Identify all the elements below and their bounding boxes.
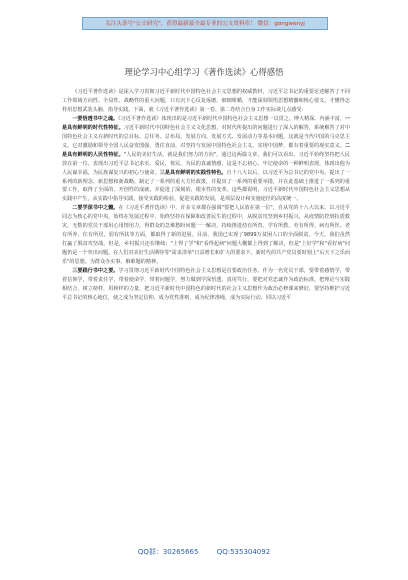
footer-contacts (0, 547, 408, 557)
footer-qq: QQ:535304092 (216, 548, 271, 556)
bold-text-run: 二要学深书中之髓。 (72, 205, 119, 212)
paragraph (62, 267, 350, 303)
header-banner: 关注头条号"公文研究"，获得最新最全最专业的公文资料库！ 微信：gongwenyj (82, 17, 328, 30)
text-run: "人民的美好生活，就是我们努力的方向"，通过这两篇文章，我们可以看出，习近平始终坚持把人民放在第一位，表现出习近平总书记求实、爱民、忧民、为民的真诚情感，这是不忘初心、牢记使命的一种鲜明表现，体现出他为人民谋幸福，为民族谋复兴的初心与使命。 (62, 151, 350, 176)
paragraph (62, 88, 350, 115)
text-run: 习近平新时代中国特色社会主义文化思想，对时代所提出的问题进行了深入的解答，系统解答了对中国特色社会主义在新时代的总目标、总任务、总布局、发展方向、发展方式、发展动力等基本问题，这就是当代中国的马克思主义。它对激励和领导全国人民奋发图强、勇往直前，对坚持与发展中国特色社会主义，实现中国梦，都有着重要的现实意义。 (62, 124, 350, 149)
bold-text-run: 一是具有鲜明的时代性特征。 (62, 115, 350, 131)
text-run: 《习近平著作选读》是深入学习贯彻习近平新时代中国特色社会主义思想的权威教材，习近平总书记的重要论述解答了不同工作领域方向性、全局性、战略性的重大问题，只有沉下心反复琢磨、细细咀嚼，才能深刻领悟思想精髓和核心要义，才懂得怎样用思想武装头脑、指导实践。下面，就《习近平著作选读》第一卷、第二卷结合自身工作实际谈几点感受： (62, 89, 350, 113)
footer-qq-group: QQ群：30265665 (137, 548, 199, 556)
text-run: 在《习近平著作选读》中，许多文章都在强调"要把人民放在第一位"，自从党的十八大以来，以习近平同志为核心的党中央，始终在发展过程中，始终坚持在保障和改善民生的过程中，从脱贫攻坚到乡村振兴，从疫情防控到抗震救灾，无数的党员干部用心用情用力，得群众的急难愁盼问题一一解决，持续推进幼有所育、学有所教、劳有所得、病有所医、老有所养、住有所居、弱有所扶等方面，都取得了新的进展。目前，我国已实现了9899万贫困人口的全面脱贫。今天，我们虽然打赢了脱贫攻坚战。但是，乡村振兴还在继续；"上得了学"和"看得起病"问题大概都上得到了解决，但是"上好学"和"看好病"问题仍是一个突出问题。在人们对美好生活期待等"需求清单"日益增长和扩大的要求下，新时代的共产党员要时刻上"后天下之乐而乐"的思想，为群众办实事、解难题的精神。 (62, 205, 350, 266)
document-body (62, 88, 350, 303)
document-title: 理论学习中心组学习《著作选读》心得感悟 (124, 67, 284, 77)
bold-text-run: 一要悟透书中之魂。 (72, 115, 119, 122)
bold-text-run: 三是具有鲜明的实践性特色。 (159, 169, 227, 176)
text-run: 自十八大以后，以习近平为总书记的党中央，提出了一系列的新理念、新思想和新战略，制定了一系列的重大方针政策，并提出了一系列的重要举措，并在此基础上推进了一系列的重要工作，取得了全面的、开创性的成就，并促进了深刻的、根本性的变革。这些都说明，习近平新时代中国特色社会主义思想从实践中产生，从实践中指导实践，接受实践的检验，促进实践的发展，是项层设计和实施途径的高度统一。 (62, 169, 350, 203)
text-run: 学习贯彻习近平新时代中国特色社会主义思想是首要政治任务。作为一名党员干部，要带着感情学，带着信仰学，带着责任学，带着使命学，带着问题学，努力做到学深悟透，真用笃行，要把对党忠诚作为政治标准，把理论与实践相结合，树立榜样，用榜样的力量，把习近平新时代中国特色的新时代的社会主义思想作为政治必修课来修好，要坚持维护习近平总书记的核心地位，使之成为坚定信仰，成为党性准则，成为纪律准绳，成为实际行动，同以习近平 (62, 268, 350, 301)
bold-text-run: 二是具有鲜明的人民性特征。 (62, 142, 350, 158)
paragraph (62, 204, 350, 267)
paragraph (62, 115, 350, 205)
text-run: 《习近平著作选读》体现出的是习近平新时代中国特色社会主义思想一以贯之、博大精深、内涵丰富， (118, 115, 345, 122)
bold-text-run: 三要践行书中之要。 (72, 268, 119, 275)
